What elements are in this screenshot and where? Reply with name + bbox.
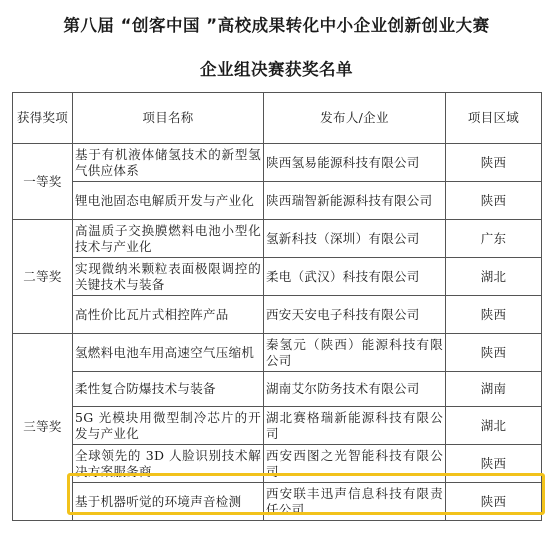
table-row (13, 296, 542, 334)
project-cell: 高性价比瓦片式相控阵产品 (73, 296, 264, 334)
project-cell: 全球领先的 3D 人脸识别技术解决方案服务商 (73, 445, 264, 483)
region-cell: 湖南 (446, 372, 542, 407)
publisher-cell: 西安天安电子科技有限公司 (264, 296, 446, 334)
prize-cell: 一等奖 (13, 144, 73, 220)
region-cell: 陕西 (446, 182, 542, 220)
publisher-cell: 湖南艾尔防务技术有限公司 (264, 372, 446, 407)
publisher-cell: 柔电（武汉）科技有限公司 (264, 258, 446, 296)
table-row (13, 258, 542, 296)
header-region: 项目区域 (446, 93, 542, 144)
publisher-cell: 湖北赛格瑞新能源科技有限公司 (264, 407, 446, 445)
table-row (13, 483, 542, 521)
header-publisher: 发布人/企业 (264, 93, 446, 144)
region-cell: 陕西 (446, 483, 542, 521)
table-row (13, 407, 542, 445)
project-cell: 柔性复合防爆技术与装备 (73, 372, 264, 407)
project-cell: 实现微纳米颗粒表面极限调控的关键技术与装备 (73, 258, 264, 296)
table-row (13, 372, 542, 407)
publisher-cell: 陕西氢易能源科技有限公司 (264, 144, 446, 182)
publisher-cell: 西安联丰迅声信息科技有限责任公司 (264, 483, 446, 521)
region-cell: 广东 (446, 220, 542, 258)
project-cell: 5G 光模块用微型制冷芯片的开发与产业化 (73, 407, 264, 445)
project-cell: 高温质子交换膜燃料电池小型化技术与产业化 (73, 220, 264, 258)
region-cell: 湖北 (446, 258, 542, 296)
prize-cell: 二等奖 (13, 220, 73, 334)
project-cell: 基于机器听觉的环境声音检测 (73, 483, 264, 521)
project-cell: 基于有机液体储氢技术的新型氢气供应体系 (73, 144, 264, 182)
table-row (13, 182, 542, 220)
project-cell: 锂电池固态电解质开发与产业化 (73, 182, 264, 220)
header-project: 项目名称 (73, 93, 264, 144)
region-cell: 陕西 (446, 144, 542, 182)
publisher-cell: 氢新科技（深圳）有限公司 (264, 220, 446, 258)
awards-table (12, 92, 542, 521)
table-row (13, 144, 542, 182)
table-row (13, 334, 542, 372)
publisher-cell: 秦氢元（陕西）能源科技有限公司 (264, 334, 446, 372)
region-cell: 陕西 (446, 296, 542, 334)
document-subtitle: 企业组决赛获奖名单 (200, 60, 353, 79)
document-title: 第八届 “创客中国 ”高校成果转化中小企业创新创业大赛 (63, 16, 490, 35)
region-cell: 湖北 (446, 407, 542, 445)
region-cell: 陕西 (446, 334, 542, 372)
table-row-highlighted (13, 445, 542, 483)
table-header-row (13, 93, 542, 144)
publisher-cell: 西安西图之光智能科技有限公司 (264, 445, 446, 483)
header-prize: 获得奖项 (13, 93, 73, 144)
prize-cell: 三等奖 (13, 334, 73, 521)
project-cell: 氢燃料电池车用高速空气压缩机 (73, 334, 264, 372)
publisher-cell: 陕西瑞智新能源科技有限公司 (264, 182, 446, 220)
table-row (13, 220, 542, 258)
region-cell: 陕西 (446, 445, 542, 483)
